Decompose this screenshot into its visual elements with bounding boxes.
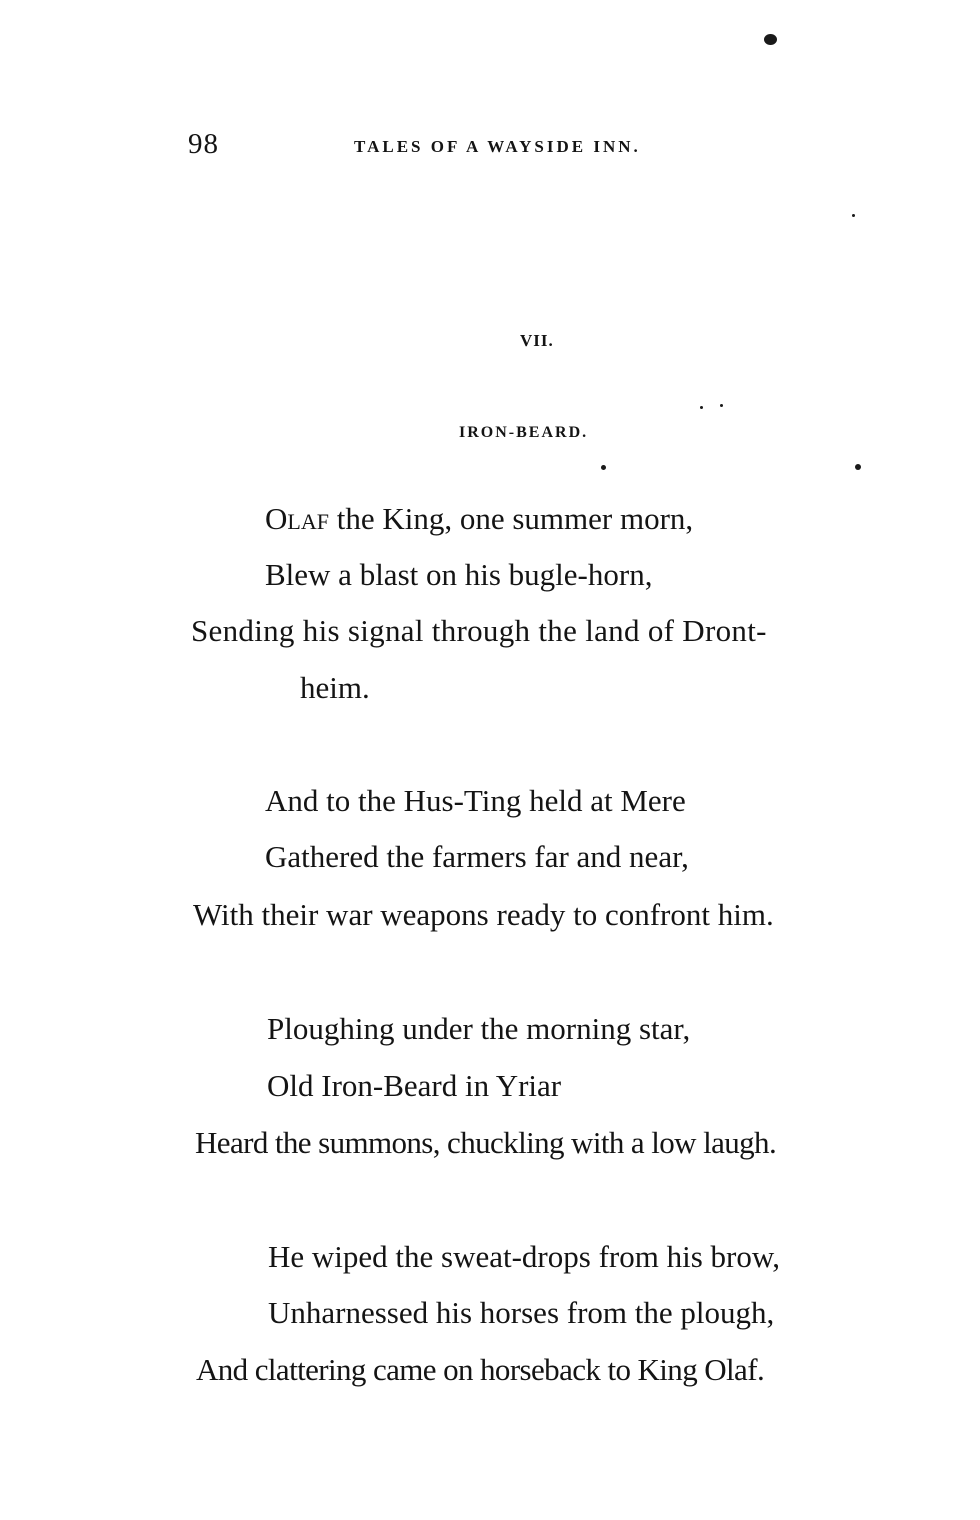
page-number: 98 [188,128,219,160]
verse-line: And to the Hus-Ting held at Mere [265,783,686,818]
print-speck [852,214,855,217]
print-speck [700,406,703,409]
verse-line [265,503,693,534]
verse-text: the King, one summer morn, [328,501,694,536]
verse-line: Ploughing under the morning star, [267,1011,691,1046]
running-head [188,128,748,162]
verse-line: Sending his signal through the land of Dront- [191,613,767,648]
verse-line: And clattering came on horseback to King Olaf. [196,1352,765,1387]
small-caps-initial: O [265,501,288,536]
small-caps-rest: LAF [287,509,329,534]
book-title: TALES OF A WAYSIDE INN. [354,137,641,156]
section-number: VII. [520,331,554,350]
verse-line: With their war weapons ready to confront him. [193,897,774,932]
verse-line: Unharnessed his horses from the plough, [268,1295,775,1330]
print-speck [855,464,861,470]
print-speck [720,404,723,407]
verse-line: Gathered the farmers far and near, [265,839,689,874]
verse-line: heim. [300,670,370,705]
verse-line: He wiped the sweat-drops from his brow, [268,1239,780,1274]
print-speck [764,34,777,45]
verse-line: Blew a blast on his bugle-horn, [265,557,653,592]
print-speck [601,465,606,470]
section-title: IRON-BEARD. [459,424,589,441]
verse-line: Heard the summons, chuckling with a low laugh. [195,1125,777,1160]
verse-line: Old Iron-Beard in Yriar [267,1068,562,1103]
